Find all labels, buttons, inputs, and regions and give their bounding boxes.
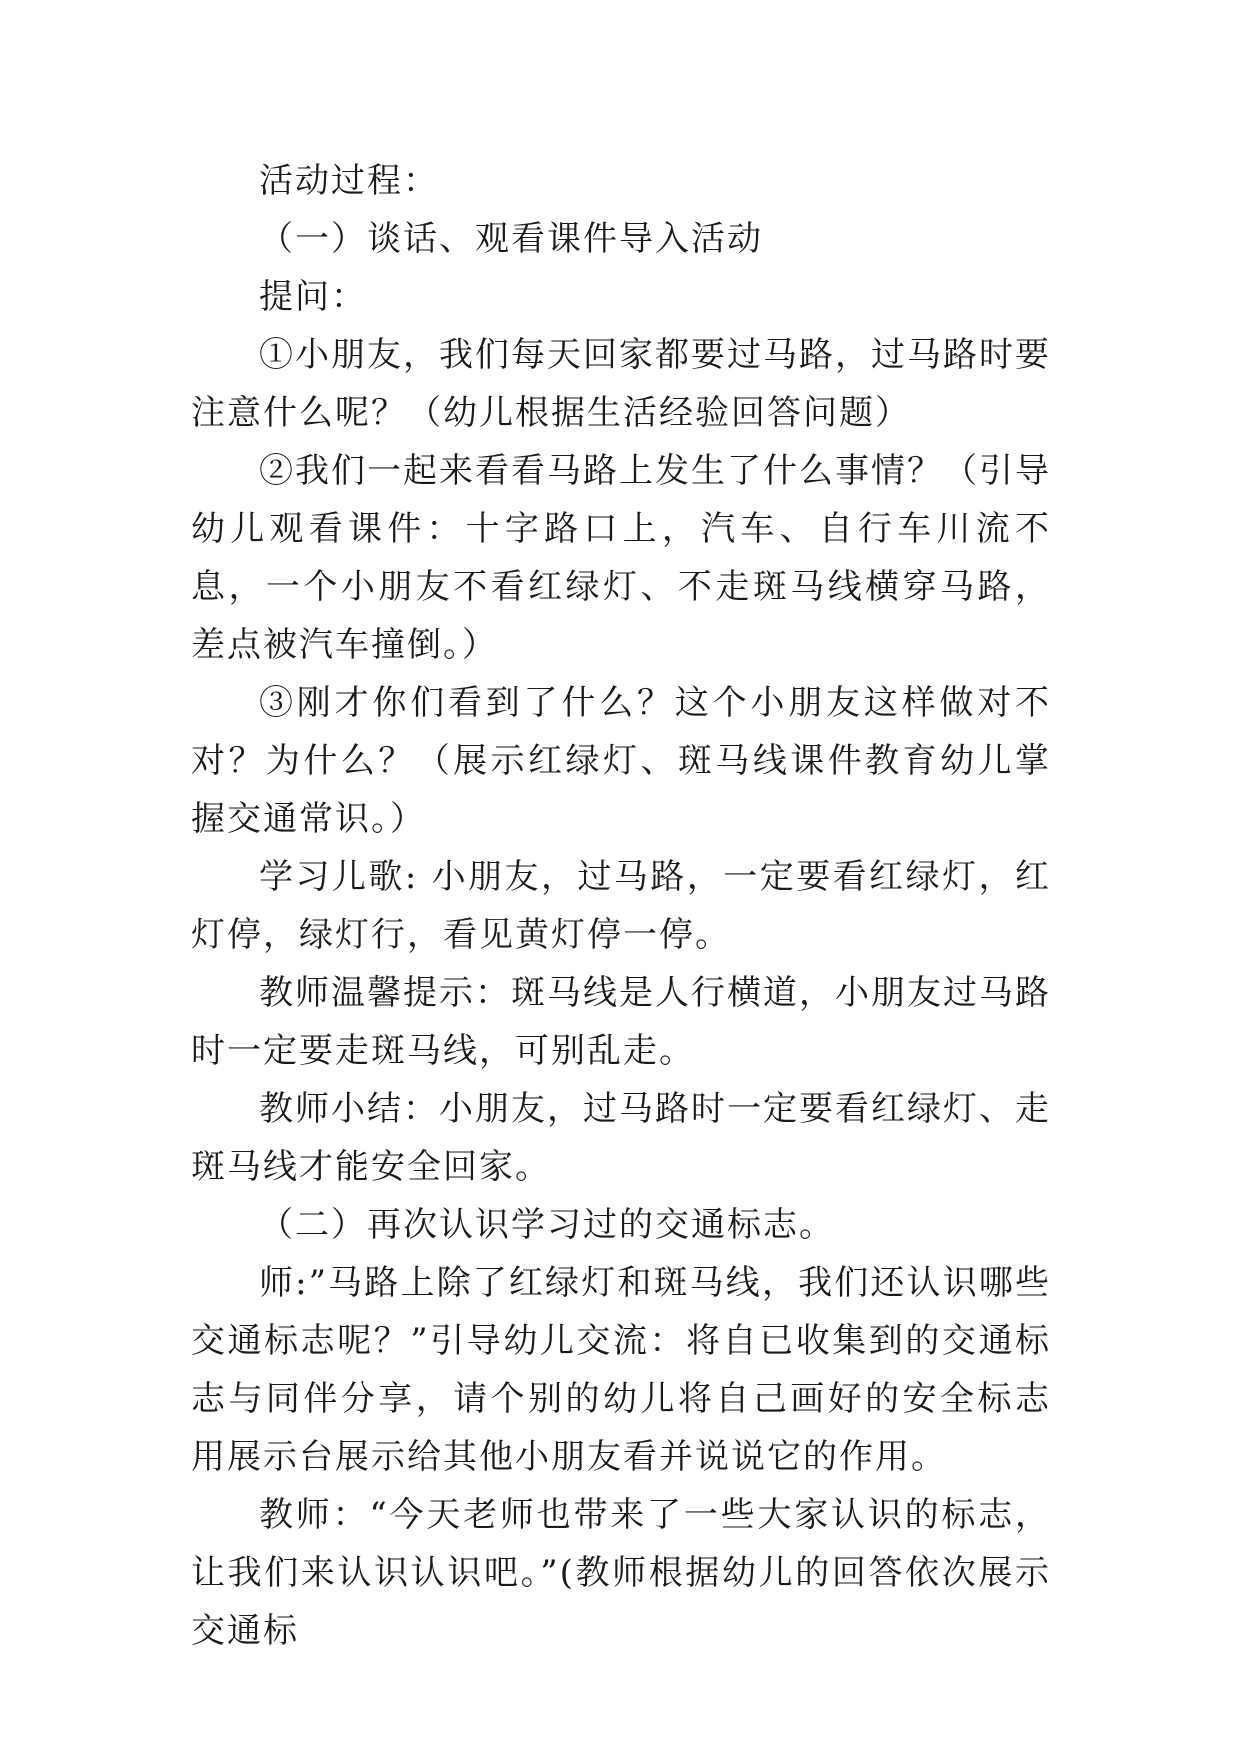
- teacher-question-signs: 师:”马路上除了红绿灯和斑马线，我们还认识哪些交通标志呢？”引导幼儿交流：将自已收集到的交通标志与同伴分享，请个别的幼儿将自己画好的安全标志用展示台展示给其他小朋友看并说说它的作用。: [191, 1263, 1051, 1477]
- teacher-show-signs: 教师：“今天老师也带来了一些大家认识的标志，让我们来认识认识吧。”(教师根据幼儿的回答依次展示交通标: [191, 1495, 1051, 1651]
- teacher-tip: 教师温馨提示：斑马线是人行横道，小朋友过马路时一定要走斑马线，可别乱走。: [191, 973, 1051, 1071]
- nursery-rhyme: 学习儿歌: 小朋友，过马路，一定要看红绿灯，红灯停，绿灯行，看见黄灯停一停。: [191, 857, 1051, 955]
- question-one: ①小朋友，我们每天回家都要过马路，过马路时要注意什么呢？（幼儿根据生活经验回答问题）: [191, 335, 1051, 433]
- question-label: 提问：: [259, 277, 367, 317]
- section-two-title: （二）再次认识学习过的交通标志。: [259, 1205, 835, 1245]
- teacher-summary: 教师小结：小朋友，过马路时一定要看红绿灯、走斑马线才能安全回家。: [191, 1089, 1051, 1187]
- question-three: ③刚才你们看到了什么？这个小朋友这样做对不对？为什么？（展示红绿灯、斑马线课件教育幼儿掌握交通常识。）: [191, 683, 1051, 839]
- heading-activity-process: 活动过程：: [259, 161, 439, 201]
- section-one-title: （一）谈话、观看课件导入活动: [259, 219, 763, 259]
- question-two: ②我们一起来看看马路上发生了什么事情？（引导幼儿观看课件：十字路口上，汽车、自行车川流不息，一个小朋友不看红绿灯、不走斑马线横穿马路，差点被汽车撞倒。）: [191, 451, 1051, 665]
- document-page: [191, 152, 1051, 1660]
